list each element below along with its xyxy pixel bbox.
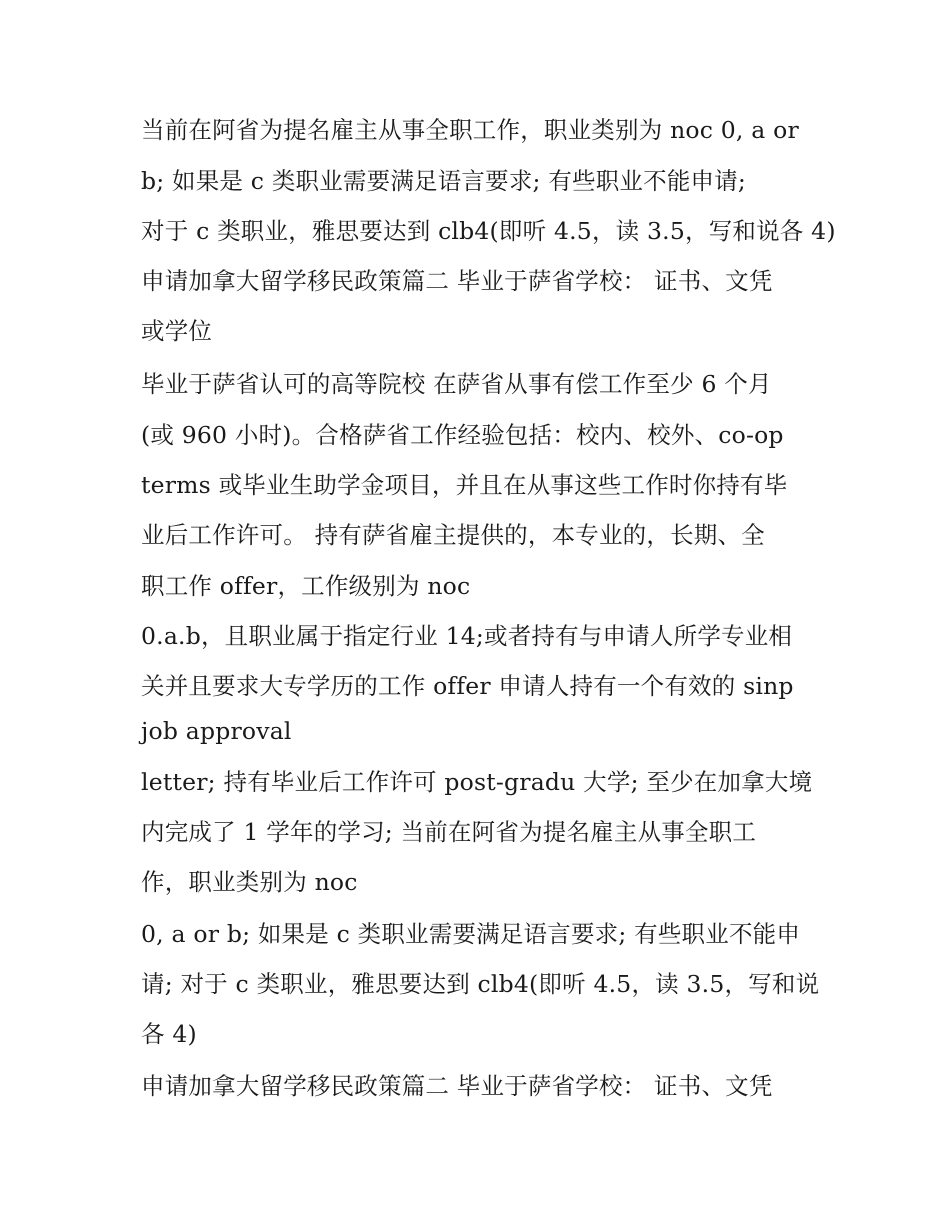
text-line: 申请加拿大留学移民政策篇二 毕业于萨省学校： 证书、文凭 <box>141 267 773 295</box>
text-line: 内完成了 1 学年的学习; 当前在阿省为提名雇主从事全职工 <box>141 818 757 846</box>
text-line: 职工作 offer，工作级别为 noc <box>141 572 471 600</box>
text-line: 各 4) <box>141 1020 197 1048</box>
text-line: 请; 对于 c 类职业，雅思要达到 clb4(即听 4.5，读 3.5，写和说 <box>141 970 820 998</box>
text-line: (或 960 小时)。合格萨省工作经验包括：校内、校外、co-op <box>141 421 784 449</box>
text-line: 作，职业类别为 noc <box>141 868 358 896</box>
text-line: 或学位 <box>141 317 213 345</box>
text-line: 毕业于萨省认可的高等院校 在萨省从事有偿工作至少 6 个月 <box>141 370 772 398</box>
text-line: 申请加拿大留学移民政策篇二 毕业于萨省学校： 证书、文凭 <box>141 1072 773 1100</box>
text-line: letter; 持有毕业后工作许可 post-gradu 大学; 至少在加拿大境 <box>141 768 813 796</box>
text-line: terms 或毕业生助学金项目，并且在从事这些工作时你持有毕 <box>141 471 788 499</box>
text-line: 业后工作许可。 持有萨省雇主提供的，本专业的，长期、全 <box>141 521 765 549</box>
text-line: b; 如果是 c 类职业需要满足语言要求; 有些职业不能申请; <box>141 167 747 195</box>
text-line: 关并且要求大专学历的工作 offer 申请人持有一个有效的 sinp <box>141 672 794 700</box>
text-line: 对于 c 类职业，雅思要达到 clb4(即听 4.5，读 3.5，写和说各 4) <box>141 217 836 245</box>
text-line: 0, a or b; 如果是 c 类职业需要满足语言要求; 有些职业不能申 <box>141 920 801 948</box>
text-line: 当前在阿省为提名雇主从事全职工作，职业类别为 noc 0, a or <box>141 116 799 144</box>
text-line: job approval <box>141 717 292 745</box>
text-line: 0.a.b，且职业属于指定行业 14;或者持有与申请人所学专业相 <box>141 622 793 650</box>
